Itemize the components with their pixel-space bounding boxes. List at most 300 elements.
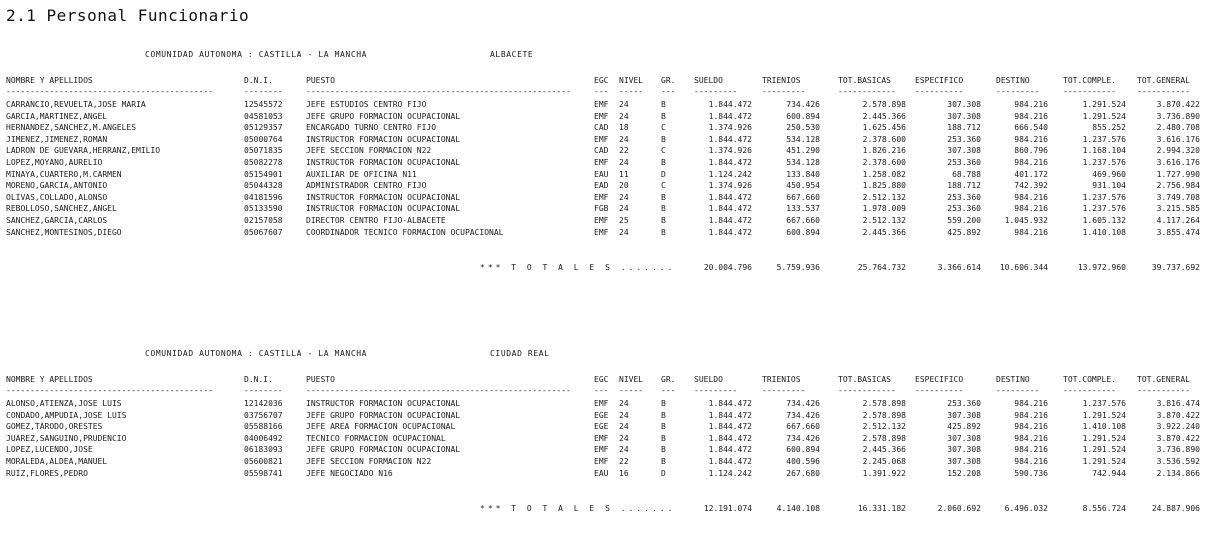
cell-tot-general: 3.870.422 <box>1156 410 1200 420</box>
totals-row <box>0 504 1213 516</box>
header-underline: ----- <box>619 87 644 96</box>
cell-nombre: JIMENEZ,JIMENEZ,ROMAN <box>6 134 108 144</box>
header-underline: --- <box>594 87 609 96</box>
cell-sueldo: 1.844.472 <box>708 134 752 144</box>
cell-tot-comple: 469.960 <box>1092 169 1126 179</box>
column-header-puesto: PUESTO <box>306 375 335 384</box>
cell-egc: EAU <box>594 169 609 179</box>
header-underline: ----------- <box>1063 87 1116 96</box>
cell-tot-comple: 1.605.132 <box>1082 216 1126 225</box>
cell-dni: 05071835 <box>244 146 283 156</box>
provincia-label: ALBACETE <box>490 50 534 59</box>
cell-especifico: 307.308 <box>947 410 981 420</box>
table-row <box>0 399 1213 411</box>
cell-puesto: TECNICO FORMACION OCUPACIONAL <box>306 433 446 443</box>
cell-nombre: SANCHEZ,GARCIA,CARLOS <box>6 216 108 225</box>
cell-puesto: JEFE NEGOCIADO N16 <box>306 468 393 478</box>
cell-tot-general: 3.870.422 <box>1156 100 1200 109</box>
cell-tot-general: 2.756.984 <box>1156 181 1200 191</box>
cell-gr: B <box>661 399 666 408</box>
cell-trienios: 451.290 <box>786 146 820 156</box>
cell-destino: 984.216 <box>1014 134 1048 144</box>
cell-especifico: 253.360 <box>947 399 981 408</box>
cell-egc: FGB <box>594 204 609 214</box>
cell-trienios: 734.426 <box>786 433 820 443</box>
header-underline: --------- <box>694 87 738 96</box>
header-underline-row <box>0 87 1213 99</box>
cell-sueldo: 1.844.472 <box>708 410 752 420</box>
cell-egc: CAD <box>594 146 609 156</box>
cell-tot-general: 2.480.708 <box>1156 123 1200 133</box>
cell-tot-basicas: 2.578.898 <box>862 433 906 443</box>
cell-especifico: 253.360 <box>947 192 981 202</box>
cell-trienios: 400.596 <box>786 457 820 466</box>
cell-especifico: 307.308 <box>947 100 981 109</box>
cell-dni: 05067607 <box>244 227 283 237</box>
cell-puesto: INSTRUCTOR FORMACION OCUPACIONAL <box>306 399 461 408</box>
header-underline: ---------- <box>915 386 964 395</box>
cell-tot-basicas: 1.825.880 <box>862 181 906 191</box>
cell-tot-comple: 1.237.576 <box>1082 134 1126 144</box>
cell-destino: 984.216 <box>1014 457 1048 466</box>
cell-especifico: 253.360 <box>947 204 981 214</box>
cell-tot-comple: 1.291.524 <box>1082 410 1126 420</box>
table-row <box>0 146 1213 158</box>
cell-destino: 1.045.932 <box>1004 216 1048 225</box>
column-header-tot-general: TOT.GENERAL <box>1137 375 1190 384</box>
cell-trienios: 667.660 <box>786 422 820 432</box>
cell-puesto: INSTRUCTOR FORMACION OCUPACIONAL <box>306 204 461 214</box>
cell-sueldo: 1.374.926 <box>708 123 752 133</box>
cell-dni: 06183093 <box>244 445 283 455</box>
cell-tot-basicas: 2.578.898 <box>862 100 906 109</box>
header-underline: --------- <box>996 87 1040 96</box>
cell-nivel: 16 <box>619 468 629 478</box>
cell-dni: 04006492 <box>244 433 283 443</box>
cell-nombre: OLIVAS,COLLADO,ALONSO <box>6 192 108 202</box>
header-underline: ------------------------------------------- <box>6 386 214 395</box>
cell-sueldo: 1.844.472 <box>708 158 752 167</box>
cell-gr: C <box>661 146 666 156</box>
cell-sueldo: 1.844.472 <box>708 192 752 202</box>
cell-nombre: GOMEZ,TARODO,ORESTES <box>6 422 103 432</box>
header-underline: -------- <box>244 386 283 395</box>
cell-puesto: JEFE AREA FORMACION OCUPACIONAL <box>306 422 456 432</box>
cell-destino: 984.216 <box>1014 410 1048 420</box>
cell-dni: 05082278 <box>244 158 283 167</box>
column-header-dni: D.N.I. <box>244 76 273 85</box>
cell-nivel: 24 <box>619 410 629 420</box>
cell-especifico: 425.892 <box>947 227 981 237</box>
cell-tot-basicas: 2.245.068 <box>862 457 906 466</box>
cell-destino: 984.216 <box>1014 204 1048 214</box>
table-row <box>0 216 1213 228</box>
cell-tot-comple: 931.104 <box>1092 181 1126 191</box>
cell-tot-comple: 1.168.104 <box>1082 146 1126 156</box>
cell-nombre: RUIZ,FLORES,PEDRO <box>6 468 88 478</box>
cell-tot-basicas: 2.578.898 <box>862 399 906 408</box>
table-row <box>0 158 1213 170</box>
provincia-label: CIUDAD REAL <box>490 349 550 358</box>
cell-nombre: MORALEDA,ALDEA,MANUEL <box>6 457 108 466</box>
cell-nombre: SANCHEZ,MONTESINOS,DIEGO <box>6 227 122 237</box>
header-underline: ------------------------------------------- <box>6 87 214 96</box>
column-header-egc: EGC <box>594 375 609 384</box>
cell-gr: B <box>661 111 666 121</box>
cell-puesto: ADMINISTRADOR CENTRO FIJO <box>306 181 427 191</box>
cell-egc: CAD <box>594 123 609 133</box>
cell-trienios: 600.894 <box>786 111 820 121</box>
cell-nivel: 18 <box>619 123 629 133</box>
cell-nivel: 24 <box>619 134 629 144</box>
header-underline: --------- <box>996 386 1040 395</box>
cell-dni: 05588166 <box>244 422 283 432</box>
total-sueldo: 20.004.796 <box>703 263 752 273</box>
cell-gr: D <box>661 468 666 478</box>
cell-dni: 04181596 <box>244 192 283 202</box>
cell-sueldo: 1.844.472 <box>708 445 752 455</box>
cell-puesto: INSTRUCTOR FORMACION OCUPACIONAL <box>306 192 461 202</box>
cell-egc: EMF <box>594 445 609 455</box>
cell-egc: EMF <box>594 433 609 443</box>
cell-gr: B <box>661 216 666 225</box>
cell-destino: 590.736 <box>1014 468 1048 478</box>
cell-destino: 984.216 <box>1014 192 1048 202</box>
header-underline: --------- <box>762 386 806 395</box>
cell-sueldo: 1.844.472 <box>708 216 752 225</box>
total-tot-general: 39.737.692 <box>1151 263 1200 273</box>
cell-gr: B <box>661 100 666 109</box>
cell-sueldo: 1.844.472 <box>708 111 752 121</box>
cell-especifico: 559.200 <box>947 216 981 225</box>
cell-tot-basicas: 1.258.082 <box>862 169 906 179</box>
cell-tot-general: 3.922.240 <box>1156 422 1200 432</box>
cell-puesto: JEFE SECCION FORMACION N22 <box>306 457 432 466</box>
cell-dni: 05154901 <box>244 169 283 179</box>
column-header-nombre: NOMBRE Y APELLIDOS <box>6 76 93 85</box>
cell-egc: EMF <box>594 457 609 466</box>
cell-tot-general: 1.727.990 <box>1156 169 1200 179</box>
cell-sueldo: 1.844.472 <box>708 399 752 408</box>
cell-trienios: 667.660 <box>786 216 820 225</box>
cell-nivel: 11 <box>619 169 629 179</box>
column-header-sueldo: SUELDO <box>694 76 723 85</box>
cell-sueldo: 1.844.472 <box>708 100 752 109</box>
cell-puesto: INSTRUCTOR FORMACION OCUPACIONAL <box>306 158 461 167</box>
cell-gr: B <box>661 422 666 432</box>
cell-destino: 401.172 <box>1014 169 1048 179</box>
cell-tot-general: 3.855.474 <box>1156 227 1200 237</box>
cell-trienios: 600.894 <box>786 227 820 237</box>
column-header-especifico: ESPECIFICO <box>915 76 964 85</box>
cell-sueldo: 1.844.472 <box>708 422 752 432</box>
total-sueldo: 12.191.074 <box>703 504 752 514</box>
report-section <box>0 50 1213 273</box>
cell-tot-comple: 1.291.524 <box>1082 100 1126 109</box>
total-especifico: 2.060.692 <box>937 504 981 514</box>
cell-tot-basicas: 2.378.600 <box>862 134 906 144</box>
cell-destino: 984.216 <box>1014 399 1048 408</box>
cell-egc: EMF <box>594 134 609 144</box>
cell-tot-comple: 1.237.576 <box>1082 192 1126 202</box>
cell-egc: EMF <box>594 227 609 237</box>
cell-tot-comple: 1.291.524 <box>1082 457 1126 466</box>
table-row <box>0 411 1213 423</box>
cell-nivel: 24 <box>619 399 629 408</box>
cell-sueldo: 1.844.472 <box>708 433 752 443</box>
cell-trienios: 534.128 <box>786 134 820 144</box>
table-row <box>0 434 1213 446</box>
total-tot-comple: 8.556.724 <box>1082 504 1126 514</box>
cell-nombre: GARCIA,MARTINEZ,ANGEL <box>6 111 108 121</box>
cell-puesto: JEFE GRUPO FORMACION OCUPACIONAL <box>306 111 461 121</box>
cell-destino: 984.216 <box>1014 111 1048 121</box>
cell-tot-general: 3.816.474 <box>1156 399 1200 408</box>
cell-puesto: AUXILIAR DE OFICINA N11 <box>306 169 417 179</box>
cell-tot-comple: 855.252 <box>1092 123 1126 133</box>
cell-destino: 984.216 <box>1014 227 1048 237</box>
cell-gr: B <box>661 227 666 237</box>
cell-especifico: 188.712 <box>947 123 981 133</box>
cell-gr: B <box>661 445 666 455</box>
column-header-sueldo: SUELDO <box>694 375 723 384</box>
cell-dni: 05044328 <box>244 181 283 191</box>
header-underline: --------- <box>762 87 806 96</box>
total-trienios: 4.140.108 <box>776 504 820 514</box>
cell-tot-general: 3.749.708 <box>1156 192 1200 202</box>
cell-puesto: JEFE SECCION FORMACION N22 <box>306 146 432 156</box>
total-destino: 6.496.032 <box>1004 504 1048 514</box>
cell-nivel: 24 <box>619 158 629 167</box>
table-row <box>0 170 1213 182</box>
cell-nombre: ALONSO,ATIENZA,JOSE LUIS <box>6 399 122 408</box>
cell-gr: B <box>661 457 666 466</box>
cell-dni: 12142036 <box>244 399 283 408</box>
cell-dni: 05600821 <box>244 457 283 466</box>
cell-nombre: JUAREZ,SANGUINO,PRUDENCIO <box>6 433 127 443</box>
cell-tot-comple: 1.291.524 <box>1082 433 1126 443</box>
header-underline: --- <box>661 386 676 395</box>
column-header-egc: EGC <box>594 76 609 85</box>
column-header-destino: DESTINO <box>996 76 1030 85</box>
total-tot-basicas: 25.764.732 <box>857 263 906 273</box>
table-row <box>0 204 1213 216</box>
cell-dni: 05129357 <box>244 123 283 133</box>
column-header-nombre: NOMBRE Y APELLIDOS <box>6 375 93 384</box>
total-trienios: 5.759.936 <box>776 263 820 273</box>
cell-nombre: MORENO,GARCIA,ANTONIO <box>6 181 108 191</box>
cell-tot-general: 4.117.264 <box>1156 216 1200 225</box>
cell-gr: C <box>661 123 666 133</box>
cell-tot-general: 3.736.890 <box>1156 111 1200 121</box>
cell-tot-basicas: 2.378.600 <box>862 158 906 167</box>
cell-especifico: 188.712 <box>947 181 981 191</box>
cell-egc: EMF <box>594 399 609 408</box>
header-underline: --- <box>594 386 609 395</box>
cell-egc: EMF <box>594 216 609 225</box>
column-header-nivel: NIVEL <box>619 375 644 384</box>
cell-destino: 666.540 <box>1014 123 1048 133</box>
cell-dni: 04581053 <box>244 111 283 121</box>
total-tot-comple: 13.972.960 <box>1077 263 1126 273</box>
header-underline-row <box>0 386 1213 398</box>
column-header-tot-general: TOT.GENERAL <box>1137 76 1190 85</box>
cell-egc: EAD <box>594 181 609 191</box>
table-row <box>0 457 1213 469</box>
cell-egc: EMF <box>594 192 609 202</box>
cell-destino: 984.216 <box>1014 422 1048 432</box>
header-underline: -------- <box>244 87 283 96</box>
column-header-puesto: PUESTO <box>306 76 335 85</box>
totals-label: *** T O T A L E S ....... <box>480 504 676 514</box>
cell-tot-basicas: 2.512.132 <box>862 192 906 202</box>
table-row <box>0 135 1213 147</box>
cell-nombre: REBOLLOSO,SANCHEZ,ANGEL <box>6 204 117 214</box>
cell-tot-general: 3.736.890 <box>1156 445 1200 455</box>
header-underline: ----------- <box>1137 87 1190 96</box>
cell-tot-general: 3.616.176 <box>1156 134 1200 144</box>
cell-egc: EGE <box>594 410 609 420</box>
cell-tot-basicas: 2.512.132 <box>862 422 906 432</box>
table-row <box>0 100 1213 112</box>
cell-puesto: JEFE GRUPO FORMACION OCUPACIONAL <box>306 445 461 455</box>
cell-sueldo: 1.374.926 <box>708 146 752 156</box>
cell-especifico: 253.360 <box>947 134 981 144</box>
cell-destino: 984.216 <box>1014 158 1048 167</box>
cell-tot-general: 2.994.320 <box>1156 146 1200 156</box>
cell-tot-general: 2.134.866 <box>1156 468 1200 478</box>
cell-trienios: 534.128 <box>786 158 820 167</box>
cell-nivel: 24 <box>619 111 629 121</box>
header-underline: ---------- <box>915 87 964 96</box>
cell-puesto: ENCARGADO TURNO CENTRO FIJO <box>306 123 437 133</box>
column-header-destino: DESTINO <box>996 375 1030 384</box>
column-header-dni: D.N.I. <box>244 375 273 384</box>
total-tot-basicas: 16.331.182 <box>857 504 906 514</box>
cell-nivel: 22 <box>619 146 629 156</box>
cell-tot-general: 3.616.176 <box>1156 158 1200 167</box>
cell-tot-general: 3.215.585 <box>1156 204 1200 214</box>
cell-nivel: 24 <box>619 433 629 443</box>
cell-trienios: 133.840 <box>786 169 820 179</box>
cell-tot-comple: 1.410.108 <box>1082 422 1126 432</box>
cell-gr: C <box>661 181 666 191</box>
cell-dni: 03756707 <box>244 410 283 420</box>
cell-tot-comple: 1.237.576 <box>1082 204 1126 214</box>
cell-destino: 860.796 <box>1014 146 1048 156</box>
column-header-gr: GR. <box>661 76 676 85</box>
cell-gr: D <box>661 169 666 179</box>
totals-label: *** T O T A L E S ....... <box>480 263 676 273</box>
cell-tot-comple: 1.291.524 <box>1082 111 1126 121</box>
column-header-trienios: TRIENIOS <box>762 375 801 384</box>
cell-egc: EMF <box>594 158 609 167</box>
cell-tot-basicas: 1.978.009 <box>862 204 906 214</box>
cell-tot-comple: 1.237.576 <box>1082 399 1126 408</box>
cell-egc: EAU <box>594 468 609 478</box>
cell-tot-comple: 1.291.524 <box>1082 445 1126 455</box>
comunidad-label: COMUNIDAD AUTONOMA : CASTILLA - LA MANCHA <box>145 50 368 59</box>
column-header-gr: GR. <box>661 375 676 384</box>
cell-especifico: 307.308 <box>947 457 981 466</box>
header-underline: ------------ <box>838 87 896 96</box>
header-underline: ----- <box>619 386 644 395</box>
cell-egc: EMF <box>594 100 609 109</box>
cell-tot-basicas: 2.445.366 <box>862 227 906 237</box>
report-section <box>0 349 1213 549</box>
cell-nivel: 24 <box>619 192 629 202</box>
totals-row <box>0 263 1213 275</box>
cell-puesto: COORDINADOR TECNICO FORMACION OCUPACIONAL <box>306 227 504 237</box>
cell-tot-general: 3.870.422 <box>1156 433 1200 443</box>
cell-trienios: 667.660 <box>786 192 820 202</box>
cell-trienios: 600.894 <box>786 445 820 455</box>
header-underline: ----------- <box>1137 386 1190 395</box>
cell-especifico: 425.892 <box>947 422 981 432</box>
cell-nombre: MINAYA,CUARTERO,M.CARMEN <box>6 169 122 179</box>
cell-tot-comple: 1.410.108 <box>1082 227 1126 237</box>
cell-destino: 984.216 <box>1014 433 1048 443</box>
cell-trienios: 250.530 <box>786 123 820 133</box>
table-row <box>0 422 1213 434</box>
table-row <box>0 228 1213 240</box>
table-row <box>0 445 1213 457</box>
cell-nombre: LOPEZ,LUCENDO,JOSE <box>6 445 93 455</box>
cell-sueldo: 1.374.926 <box>708 181 752 191</box>
cell-nivel: 24 <box>619 227 629 237</box>
column-header-tot-basicas: TOT.BASICAS <box>838 76 891 85</box>
cell-nivel: 25 <box>619 216 629 225</box>
column-header-nivel: NIVEL <box>619 76 644 85</box>
cell-sueldo: 1.844.472 <box>708 204 752 214</box>
cell-especifico: 68.788 <box>952 169 981 179</box>
column-header-tot-comple: TOT.COMPLE. <box>1063 375 1116 384</box>
cell-nombre: HERNANDEZ,SANCHEZ,M.ANGELES <box>6 123 137 133</box>
cell-gr: B <box>661 433 666 443</box>
header-underline: --- <box>661 87 676 96</box>
cell-destino: 742.392 <box>1014 181 1048 191</box>
cell-tot-basicas: 2.578.898 <box>862 410 906 420</box>
cell-nivel: 24 <box>619 100 629 109</box>
header-underline: ------------------------------------------------------- <box>306 386 571 395</box>
cell-tot-comple: 1.237.576 <box>1082 158 1126 167</box>
cell-especifico: 307.308 <box>947 445 981 455</box>
cell-egc: EMF <box>594 111 609 121</box>
cell-gr: B <box>661 192 666 202</box>
cell-sueldo: 1.124.242 <box>708 169 752 179</box>
cell-especifico: 152.208 <box>947 468 981 478</box>
table-row <box>0 181 1213 193</box>
cell-puesto: DIRECTOR CENTRO FIJO-ALBACETE <box>306 216 446 225</box>
total-destino: 10.606.344 <box>999 263 1048 273</box>
header-underline: --------- <box>694 386 738 395</box>
page-title: 2.1 Personal Funcionario <box>6 6 250 25</box>
column-header-tot-basicas: TOT.BASICAS <box>838 375 891 384</box>
cell-gr: B <box>661 134 666 144</box>
cell-dni: 02157058 <box>244 216 283 225</box>
total-especifico: 3.366.614 <box>937 263 981 273</box>
column-header-especifico: ESPECIFICO <box>915 375 964 384</box>
cell-nombre: LADRON DE GUEVARA,HERRANZ,EMILIO <box>6 146 161 156</box>
cell-tot-comple: 742.944 <box>1092 468 1126 478</box>
cell-trienios: 267.680 <box>786 468 820 478</box>
header-underline: ----------- <box>1063 386 1116 395</box>
cell-sueldo: 1.124.242 <box>708 468 752 478</box>
cell-dni: 12545572 <box>244 100 283 109</box>
cell-sueldo: 1.844.472 <box>708 457 752 466</box>
cell-nivel: 20 <box>619 181 629 191</box>
cell-puesto: JEFE ESTUDIOS CENTRO FIJO <box>306 100 427 109</box>
